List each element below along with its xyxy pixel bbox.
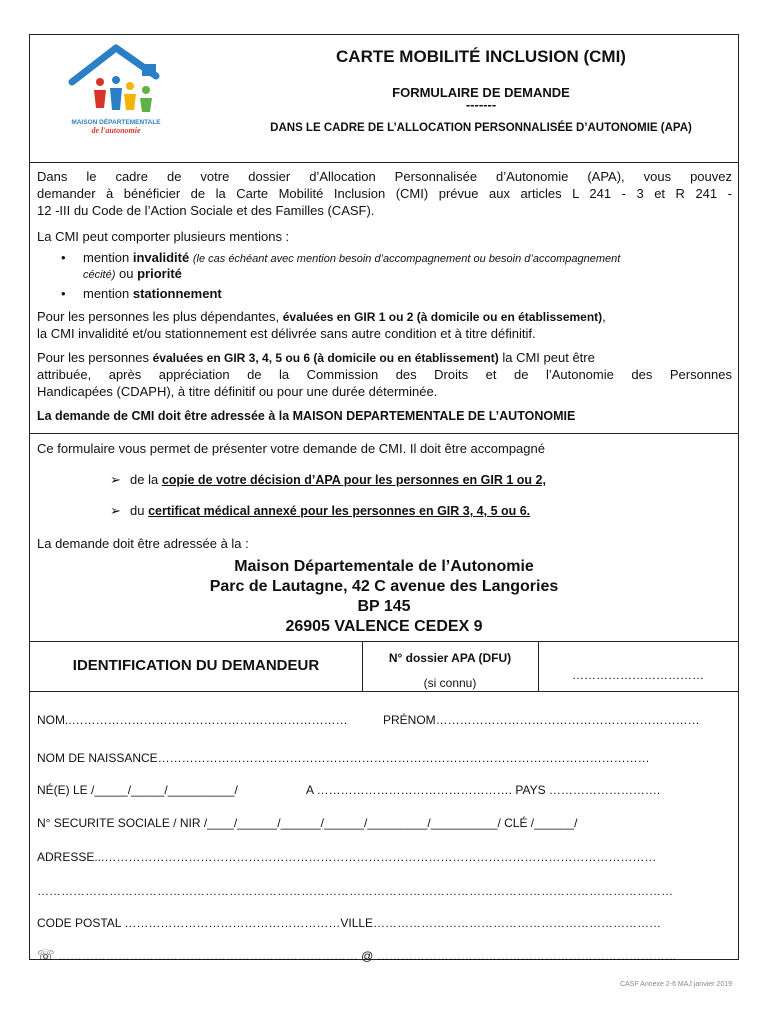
- divider: [30, 691, 738, 692]
- form-title: CARTE MOBILITÉ INCLUSION (CMI): [336, 47, 626, 66]
- nom-field[interactable]: NOM..……………………………………………………………: [37, 713, 348, 727]
- intro-line: Dans le cadre de votre dossier d’Allocation Personnalisée d’Autonomie (APA), vous pouvez: [37, 169, 732, 184]
- attachment-medical-certificate: du certificat médical annexé pour les personnes en GIR 3, 4, 5 ou 6.: [130, 503, 531, 518]
- form-subtitle: FORMULAIRE DE DEMANDE: [392, 85, 570, 100]
- mention-invalidite: mention invalidité (le cas échéant avec mention besoin d’accompagnement ou besoin d’accompagnement: [83, 250, 621, 265]
- para-gir3456-cont: attribuée, après appréciation de la Commission des Droits et de l’Autonomie des Personnes: [37, 367, 732, 382]
- adresse-field[interactable]: ADRESSE...…………………………………………………………………………………………………………………………: [37, 850, 657, 864]
- svg-text:MAISON DÉPARTEMENTALE: MAISON DÉPARTEMENTALE: [71, 119, 161, 126]
- section-title: IDENTIFICATION DU DEMANDEUR: [72, 657, 320, 674]
- footer-reference: CASF Annexe 2-6 MAJ janvier 2019: [619, 981, 732, 988]
- date-naissance-field[interactable]: NÉ(E) LE /_____/_____/__________/: [37, 783, 238, 797]
- para-gir3456: Pour les personnes évaluées en GIR 3, 4, 5 ou 6 (à domicile ou en établissement) la CMI peut être: [37, 350, 595, 365]
- intro-line: 12 -III du Code de l’Action Sociale et des Familles (CASF).: [37, 203, 375, 218]
- address-intro: La demande doit être adressée à la :: [37, 536, 249, 551]
- phone-icon: ☏: [37, 947, 55, 963]
- dossier-label: N° dossier APA (DFU): [388, 651, 512, 665]
- secu-field[interactable]: N° SECURITE SOCIALE / NIR /____/______/______/______/_________/__________/ CLÉ /______/: [37, 816, 578, 830]
- address-line: BP 145: [357, 598, 411, 615]
- separator: -------: [465, 97, 497, 112]
- divider: [30, 641, 738, 642]
- attachments-intro: Ce formulaire vous permet de présenter votre demande de CMI. Il doit être accompagné: [37, 441, 545, 456]
- bullet-dot: •: [61, 250, 66, 265]
- divider: [30, 162, 738, 163]
- mention-stationnement: mention stationnement: [83, 286, 222, 301]
- nom-naissance-field[interactable]: NOM DE NAISSANCE……………………………………………………………………………………………………………: [37, 751, 650, 765]
- para-gir12-cont: la CMI invalidité et/ou stationnement est délivrée sans autre condition et à titre définitif.: [37, 326, 536, 341]
- dossier-note: (si connu): [423, 676, 477, 690]
- arrow-bullet-icon: ➢: [110, 472, 121, 487]
- para-gir12: Pour les personnes les plus dépendantes, évaluées en GIR 1 ou 2 (à domicile ou en établissement),: [37, 309, 606, 324]
- mda-logo: [44, 40, 189, 136]
- adresse-line2-field[interactable]: ……………………………………………………………………………………………………………………………………………: [37, 884, 673, 898]
- divider: [30, 433, 738, 434]
- dossier-number-field[interactable]: ……………………………: [572, 668, 704, 682]
- para-gir3456-cont: Handicapées (CDAPH), à titre définitif ou pour une durée déterminée.: [37, 384, 438, 399]
- address-line: Maison Départementale de l’Autonomie: [234, 558, 534, 575]
- code-postal-ville-field[interactable]: CODE POSTAL ………………………………………………VILLE………………………………………………………………: [37, 916, 662, 930]
- lieu-pays-field[interactable]: A …………………………………………. PAYS ……………………….: [306, 783, 661, 797]
- address-line: 26905 VALENCE CEDEX 9: [285, 618, 483, 635]
- mentions-intro: La CMI peut comporter plusieurs mentions :: [37, 229, 290, 244]
- form-context: DANS LE CADRE DE L’ALLOCATION PERSONNALISÉE D’AUTONOMIE (APA): [270, 122, 692, 134]
- arrow-bullet-icon: ➢: [110, 503, 121, 518]
- phone-email-field[interactable]: ☏ ………………………………………………………………… @ …………………………………………………………………: [37, 947, 677, 963]
- intro-line: demander à bénéficier de la Carte Mobilité Inclusion (CMI) prévue aux articles L 241 - 3 et R 241 -: [37, 186, 732, 201]
- bullet-dot: •: [61, 286, 66, 301]
- prenom-field[interactable]: PRÉNOM…………………………………………………………: [383, 713, 700, 727]
- attachment-apa-decision: de la copie de votre décision d’APA pour les personnes en GIR 1 ou 2,: [130, 472, 546, 487]
- mda-notice: La demande de CMI doit être adressée à la MAISON DEPARTEMENTALE DE L’AUTONOMIE: [37, 409, 576, 423]
- mention-invalidite-cont: cécité) ou priorité: [83, 266, 182, 281]
- svg-text:de l'autonomie: de l'autonomie: [91, 126, 141, 135]
- address-line: Parc de Lautagne, 42 C avenue des Langories: [209, 578, 559, 595]
- divider: [538, 641, 539, 691]
